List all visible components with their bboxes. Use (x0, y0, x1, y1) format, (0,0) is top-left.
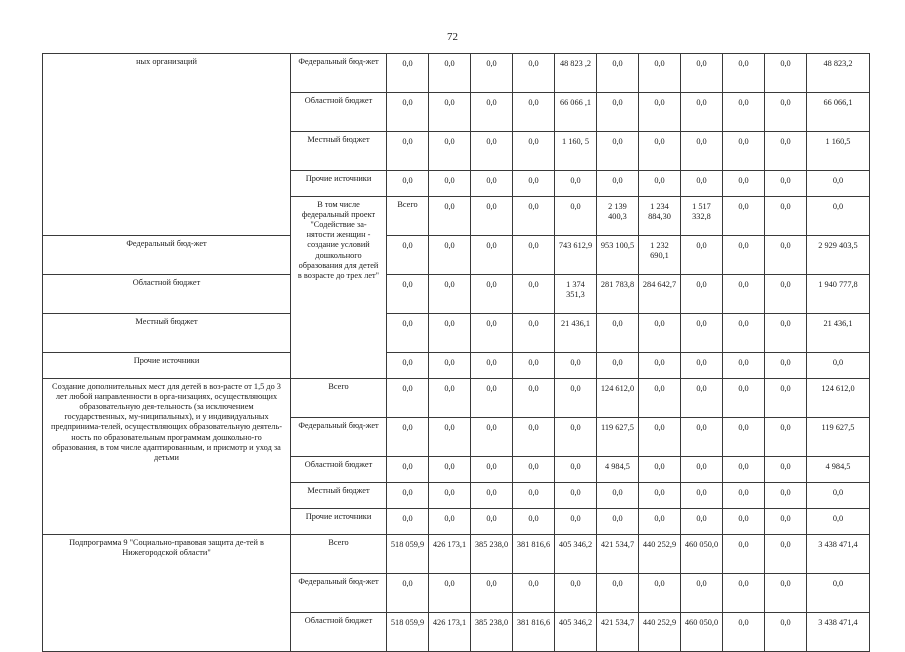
value-cell: 0,0 (471, 379, 513, 418)
value-cell: 0,0 (723, 457, 765, 483)
table-row (43, 314, 870, 353)
value-cell: 0,0 (765, 314, 807, 353)
value-cell: 0,0 (471, 353, 513, 379)
total-value-cell: 0,0 (807, 574, 870, 613)
value-cell: 0,0 (429, 275, 471, 314)
value-cell: 0,0 (387, 314, 429, 353)
total-value-cell: 48 823,2 (807, 54, 870, 93)
value-cell: 0,0 (555, 457, 597, 483)
funding-source-cell: Областной бюджет (291, 613, 387, 652)
value-cell: 0,0 (681, 275, 723, 314)
value-cell: 0,0 (639, 379, 681, 418)
value-cell: 0,0 (723, 353, 765, 379)
value-cell: 0,0 (765, 275, 807, 314)
value-cell: 0,0 (639, 353, 681, 379)
value-cell: 0,0 (387, 171, 429, 197)
budget-table (42, 53, 870, 652)
value-cell: 0,0 (471, 93, 513, 132)
value-cell: 0,0 (513, 275, 555, 314)
value-cell: 0,0 (429, 509, 471, 535)
value-cell: 385 238,0 (471, 535, 513, 574)
value-cell: 0,0 (681, 314, 723, 353)
value-cell: 0,0 (765, 613, 807, 652)
value-cell: 0,0 (429, 418, 471, 457)
value-cell: 0,0 (513, 509, 555, 535)
value-cell: 0,0 (387, 483, 429, 509)
funding-source-cell: Прочие источники (291, 171, 387, 197)
total-value-cell: 0,0 (807, 171, 870, 197)
table-row (43, 353, 870, 379)
value-cell: 0,0 (471, 132, 513, 171)
value-cell: 0,0 (387, 574, 429, 613)
value-cell: 0,0 (387, 54, 429, 93)
value-cell: 0,0 (387, 457, 429, 483)
funding-source-cell: Местный бюджет (43, 314, 291, 353)
value-cell: 66 066 ,1 (555, 93, 597, 132)
value-cell: 405 346,2 (555, 535, 597, 574)
value-cell: 0,0 (723, 314, 765, 353)
value-cell: 0,0 (429, 314, 471, 353)
value-cell: 1 232 690,1 (639, 236, 681, 275)
total-value-cell: 0,0 (807, 509, 870, 535)
value-cell: 0,0 (723, 275, 765, 314)
value-cell: 0,0 (765, 379, 807, 418)
value-cell: 0,0 (513, 132, 555, 171)
value-cell: 0,0 (471, 314, 513, 353)
value-cell: 0,0 (765, 457, 807, 483)
value-cell: 0,0 (429, 197, 471, 236)
value-cell: 0,0 (723, 483, 765, 509)
program-name-cell: ных организаций (43, 54, 291, 236)
funding-source-cell: Всего (387, 197, 429, 236)
value-cell: 0,0 (471, 171, 513, 197)
value-cell: 0,0 (471, 54, 513, 93)
value-cell: 0,0 (639, 483, 681, 509)
value-cell: 0,0 (471, 418, 513, 457)
value-cell: 0,0 (471, 236, 513, 275)
value-cell: 0,0 (429, 353, 471, 379)
value-cell: 0,0 (513, 54, 555, 93)
value-cell: 0,0 (555, 171, 597, 197)
value-cell: 0,0 (681, 457, 723, 483)
value-cell: 0,0 (513, 457, 555, 483)
value-cell: 0,0 (387, 353, 429, 379)
value-cell: 0,0 (429, 457, 471, 483)
value-cell: 0,0 (639, 457, 681, 483)
value-cell: 0,0 (471, 574, 513, 613)
value-cell: 0,0 (681, 483, 723, 509)
value-cell: 0,0 (513, 171, 555, 197)
value-cell: 0,0 (639, 132, 681, 171)
value-cell: 0,0 (387, 379, 429, 418)
funding-source-cell: Федеральный бюд-жет (43, 236, 291, 275)
value-cell: 0,0 (513, 483, 555, 509)
value-cell: 405 346,2 (555, 613, 597, 652)
value-cell: 0,0 (555, 379, 597, 418)
funding-source-cell: Федеральный бюд-жет (291, 418, 387, 457)
value-cell: 0,0 (555, 197, 597, 236)
value-cell: 0,0 (765, 236, 807, 275)
value-cell: 518 059,9 (387, 613, 429, 652)
value-cell: 0,0 (429, 54, 471, 93)
value-cell: 0,0 (681, 93, 723, 132)
value-cell: 21 436,1 (555, 314, 597, 353)
value-cell: 0,0 (723, 613, 765, 652)
value-cell: 0,0 (765, 418, 807, 457)
total-value-cell: 0,0 (807, 483, 870, 509)
value-cell: 953 100,5 (597, 236, 639, 275)
value-cell: 426 173,1 (429, 613, 471, 652)
value-cell: 440 252,9 (639, 613, 681, 652)
value-cell: 0,0 (681, 574, 723, 613)
funding-source-cell: Всего (291, 535, 387, 574)
value-cell: 0,0 (765, 132, 807, 171)
total-value-cell: 1 160,5 (807, 132, 870, 171)
value-cell: 0,0 (765, 483, 807, 509)
funding-source-cell: Местный бюджет (291, 483, 387, 509)
value-cell: 0,0 (765, 93, 807, 132)
value-cell: 0,0 (387, 275, 429, 314)
funding-source-cell: Местный бюджет (291, 132, 387, 171)
value-cell: 281 783,8 (597, 275, 639, 314)
program-name-cell: Подпрограмма 9 "Социально-правовая защита де-тей в Нижегородской области" (43, 535, 291, 652)
value-cell: 0,0 (387, 93, 429, 132)
value-cell: 0,0 (429, 574, 471, 613)
value-cell: 0,0 (513, 353, 555, 379)
total-value-cell: 3 438 471,4 (807, 535, 870, 574)
value-cell: 0,0 (513, 379, 555, 418)
value-cell: 0,0 (639, 54, 681, 93)
value-cell: 0,0 (555, 509, 597, 535)
value-cell: 0,0 (723, 54, 765, 93)
value-cell: 0,0 (513, 574, 555, 613)
value-cell: 460 050,0 (681, 613, 723, 652)
value-cell: 0,0 (597, 314, 639, 353)
value-cell: 0,0 (513, 418, 555, 457)
value-cell: 0,0 (681, 379, 723, 418)
value-cell: 0,0 (765, 171, 807, 197)
value-cell: 421 534,7 (597, 535, 639, 574)
value-cell: 0,0 (471, 483, 513, 509)
value-cell: 0,0 (681, 509, 723, 535)
value-cell: 124 612,0 (597, 379, 639, 418)
table-row (43, 236, 870, 275)
value-cell: 0,0 (723, 574, 765, 613)
value-cell: 0,0 (387, 418, 429, 457)
value-cell: 0,0 (387, 236, 429, 275)
value-cell: 1 374 351,3 (555, 275, 597, 314)
value-cell: 0,0 (471, 457, 513, 483)
funding-source-cell: Областной бюджет (291, 457, 387, 483)
value-cell: 0,0 (681, 236, 723, 275)
value-cell: 0,0 (681, 54, 723, 93)
value-cell: 4 984,5 (597, 457, 639, 483)
value-cell: 0,0 (429, 483, 471, 509)
value-cell: 0,0 (513, 197, 555, 236)
value-cell: 119 627,5 (597, 418, 639, 457)
value-cell: 0,0 (723, 171, 765, 197)
value-cell: 0,0 (555, 574, 597, 613)
total-value-cell: 2 929 403,5 (807, 236, 870, 275)
value-cell: 0,0 (765, 509, 807, 535)
table-body (43, 54, 870, 652)
value-cell: 440 252,9 (639, 535, 681, 574)
value-cell: 518 059,9 (387, 535, 429, 574)
value-cell: 0,0 (639, 418, 681, 457)
value-cell: 0,0 (765, 197, 807, 236)
value-cell: 2 139 400,3 (597, 197, 639, 236)
value-cell: 0,0 (765, 353, 807, 379)
value-cell: 0,0 (429, 379, 471, 418)
value-cell: 0,0 (681, 171, 723, 197)
value-cell: 284 642,7 (639, 275, 681, 314)
value-cell: 1 517 332,8 (681, 197, 723, 236)
total-value-cell: 0,0 (807, 353, 870, 379)
total-value-cell: 21 436,1 (807, 314, 870, 353)
value-cell: 0,0 (723, 236, 765, 275)
value-cell: 1 234 884,30 (639, 197, 681, 236)
total-value-cell: 119 627,5 (807, 418, 870, 457)
value-cell: 0,0 (429, 132, 471, 171)
funding-source-cell: Федеральный бюд-жет (291, 54, 387, 93)
value-cell: 0,0 (429, 171, 471, 197)
page-number: 72 (447, 31, 458, 43)
value-cell: 0,0 (597, 483, 639, 509)
value-cell: 0,0 (513, 93, 555, 132)
total-value-cell: 1 940 777,8 (807, 275, 870, 314)
value-cell: 0,0 (513, 236, 555, 275)
funding-source-cell: Прочие источники (291, 509, 387, 535)
value-cell: 48 823 ,2 (555, 54, 597, 93)
table-row (43, 54, 870, 93)
value-cell: 0,0 (681, 353, 723, 379)
value-cell: 0,0 (639, 314, 681, 353)
value-cell: 0,0 (597, 574, 639, 613)
value-cell: 0,0 (555, 353, 597, 379)
value-cell: 0,0 (597, 93, 639, 132)
value-cell: 0,0 (681, 418, 723, 457)
total-value-cell: 66 066,1 (807, 93, 870, 132)
value-cell: 0,0 (471, 275, 513, 314)
value-cell: 0,0 (639, 509, 681, 535)
table-row (43, 535, 870, 574)
funding-source-cell: Федеральный бюд-жет (291, 574, 387, 613)
value-cell: 0,0 (597, 171, 639, 197)
table-row (43, 275, 870, 314)
program-name-cell: В том числе федеральный проект "Содействие за-нятости женщин - создание условий дошкольного образования для детей в возрасте до трех лет" (291, 197, 387, 379)
value-cell: 426 173,1 (429, 535, 471, 574)
value-cell: 0,0 (597, 509, 639, 535)
value-cell: 385 238,0 (471, 613, 513, 652)
value-cell: 0,0 (555, 483, 597, 509)
funding-source-cell: Всего (291, 379, 387, 418)
value-cell: 460 050,0 (681, 535, 723, 574)
value-cell: 0,0 (807, 197, 870, 236)
value-cell: 743 612,9 (555, 236, 597, 275)
value-cell: 0,0 (471, 509, 513, 535)
total-value-cell: 124 612,0 (807, 379, 870, 418)
program-name-cell: Создание дополнительных мест для детей в воз-расте от 1,5 до 3 лет любой направленности в орга-низациях, осуществляющих образовательную дея-тельность (за исключением государственных, му-ниципальных), и у индивидуальных предпринима-телей, осуществляющих образовательную деятель-ность по образовательным программам дошкольно-го образования, в том числе адаптированным, и присмотр и уход за детьми (43, 379, 291, 535)
funding-source-cell: Областной бюджет (43, 275, 291, 314)
value-cell: 0,0 (429, 93, 471, 132)
value-cell: 0,0 (681, 132, 723, 171)
funding-source-cell: Областной бюджет (291, 93, 387, 132)
value-cell: 421 534,7 (597, 613, 639, 652)
value-cell: 0,0 (597, 132, 639, 171)
funding-source-cell: Прочие источники (43, 353, 291, 379)
value-cell: 0,0 (723, 379, 765, 418)
value-cell: 0,0 (513, 314, 555, 353)
value-cell: 0,0 (639, 93, 681, 132)
total-value-cell: 3 438 471,4 (807, 613, 870, 652)
value-cell: 0,0 (723, 509, 765, 535)
value-cell: 0,0 (723, 197, 765, 236)
value-cell: 0,0 (597, 353, 639, 379)
value-cell: 0,0 (723, 93, 765, 132)
value-cell: 0,0 (429, 236, 471, 275)
value-cell: 0,0 (387, 132, 429, 171)
value-cell: 381 816,6 (513, 535, 555, 574)
value-cell: 0,0 (471, 197, 513, 236)
total-value-cell: 4 984,5 (807, 457, 870, 483)
value-cell: 0,0 (765, 535, 807, 574)
value-cell: 0,0 (723, 418, 765, 457)
value-cell: 0,0 (555, 418, 597, 457)
value-cell: 0,0 (387, 509, 429, 535)
table-row (43, 379, 870, 418)
value-cell: 0,0 (597, 54, 639, 93)
value-cell: 0,0 (639, 171, 681, 197)
value-cell: 1 160, 5 (555, 132, 597, 171)
value-cell: 0,0 (723, 132, 765, 171)
value-cell: 0,0 (723, 535, 765, 574)
value-cell: 381 816,6 (513, 613, 555, 652)
value-cell: 0,0 (765, 54, 807, 93)
value-cell: 0,0 (639, 574, 681, 613)
value-cell: 0,0 (765, 574, 807, 613)
